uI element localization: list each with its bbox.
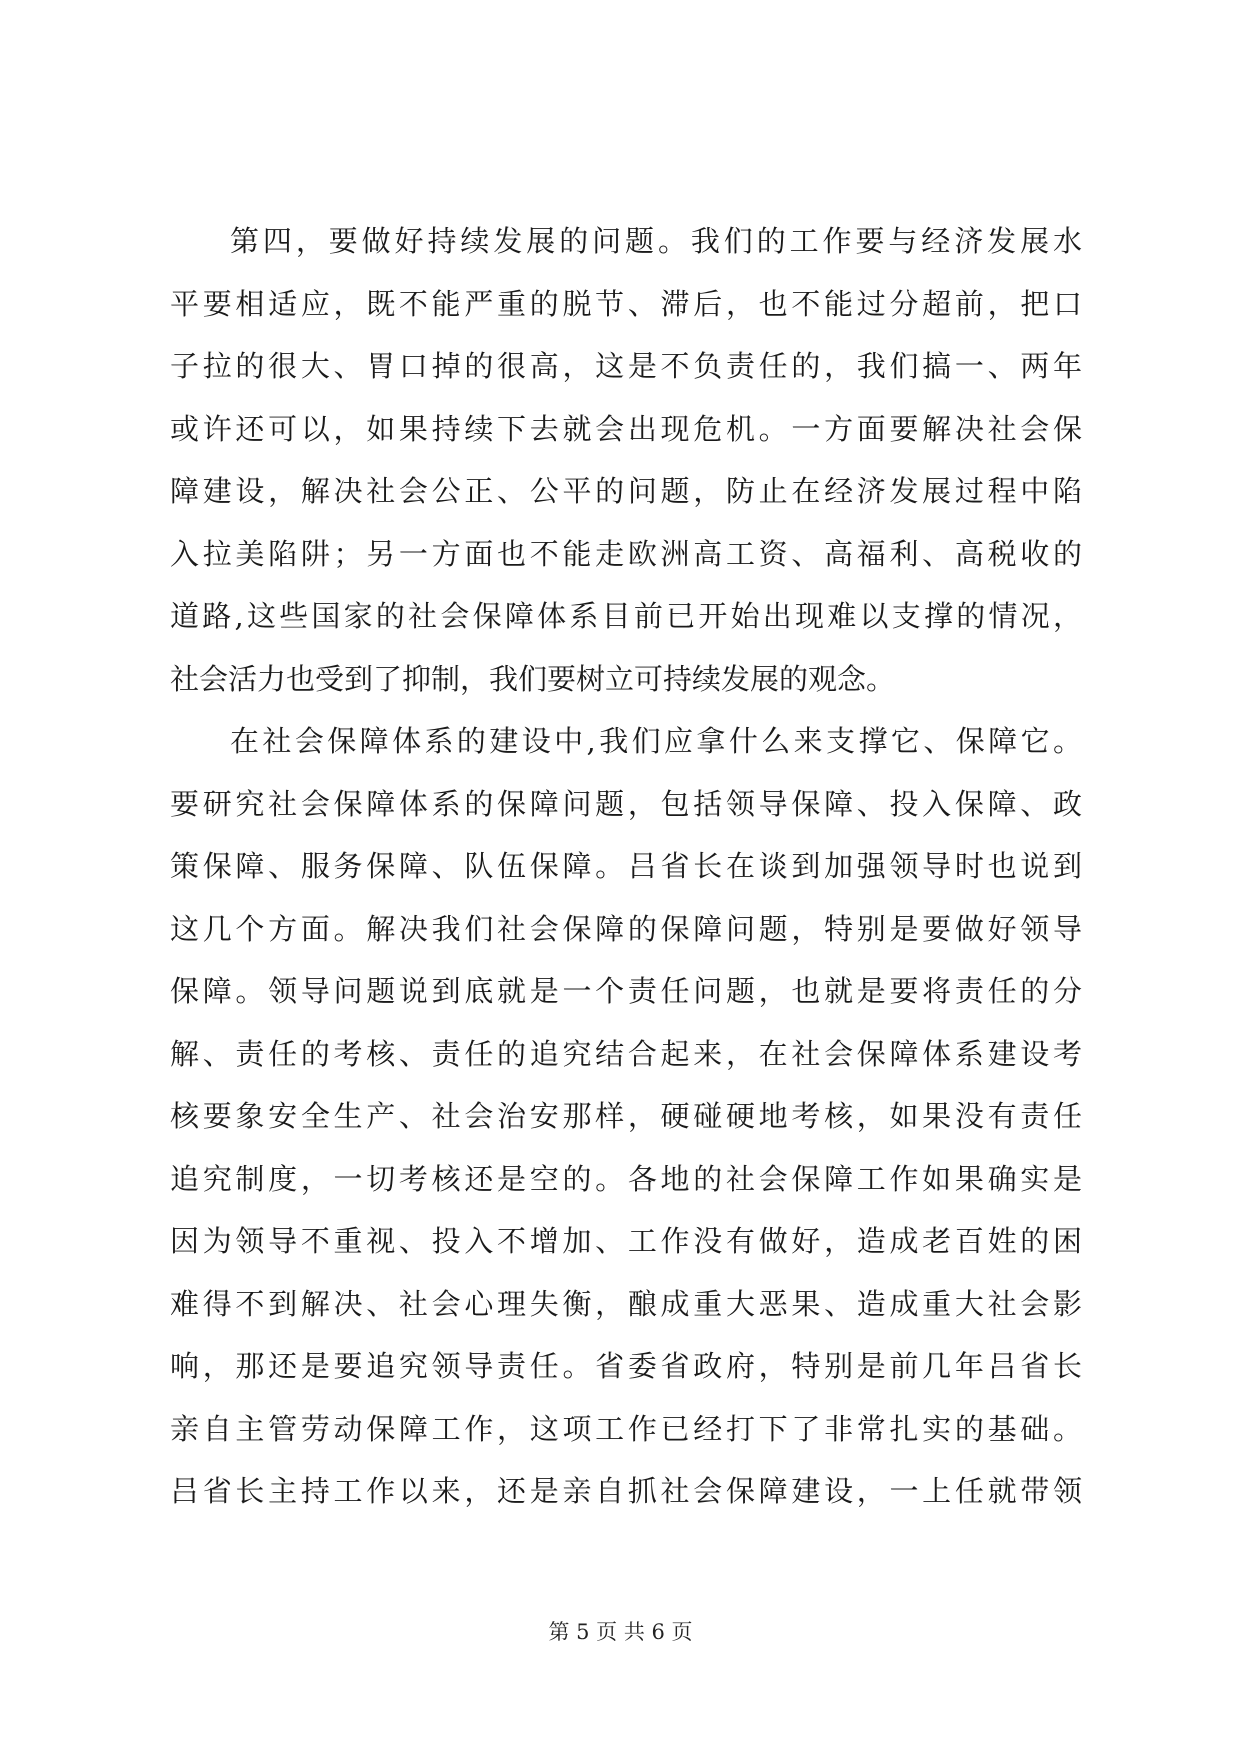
text-line: 障建设，解决社会公正、公平的问题，防止在经济发展过程中陷 bbox=[170, 474, 1082, 508]
text-line: 保障。领导问题说到底就是一个责任问题，也就是要将责任的分 bbox=[170, 974, 1082, 1008]
text-line: 要研究社会保障体系的保障问题，包括领导保障、投入保障、政 bbox=[170, 786, 1082, 821]
text-line: 策保障、服务保障、队伍保障。吕省长在谈到加强领导时也说到 bbox=[170, 849, 1082, 883]
text-line: 因为领导不重视、投入不增加、工作没有做好，造成老百姓的困 bbox=[170, 1224, 1082, 1258]
text-line: 难得不到解决、社会心理失衡，酿成重大恶果、造成重大社会影 bbox=[170, 1286, 1082, 1321]
text-line: 这几个方面。解决我们社会保障的保障问题，特别是要做好领导 bbox=[170, 911, 1082, 946]
text-line: 社会活力也受到了抑制，我们要树立可持续发展的观念。 bbox=[170, 661, 896, 696]
text-line: 追究制度，一切考核还是空的。各地的社会保障工作如果确实是 bbox=[170, 1161, 1082, 1196]
text-line: 解、责任的考核、责任的追究结合起来，在社会保障体系建设考 bbox=[170, 1036, 1082, 1071]
text-line: 吕省长主持工作以来，还是亲自抓社会保障建设，一上任就带领 bbox=[170, 1474, 1082, 1508]
text-line: 在社会保障体系的建设中,我们应拿什么来支撑它、保障它。 bbox=[230, 724, 1082, 758]
text-line: 道路,这些国家的社会保障体系目前已开始出现难以支撑的情况， bbox=[170, 599, 1082, 633]
text-line: 亲自主管劳动保障工作，这项工作已经打下了非常扎实的基础。 bbox=[170, 1411, 1082, 1446]
text-line: 平要相适应，既不能严重的脱节、滞后，也不能过分超前，把口 bbox=[170, 286, 1082, 321]
body-text bbox=[170, 210, 1082, 1523]
paragraph-2 bbox=[170, 710, 1082, 1523]
text-line: 第四，要做好持续发展的问题。我们的工作要与经济发展水 bbox=[230, 224, 1082, 258]
text-line: 响，那还是要追究领导责任。省委省政府，特别是前几年吕省长 bbox=[170, 1349, 1082, 1383]
text-line: 入拉美陷阱；另一方面也不能走欧洲高工资、高福利、高税收的 bbox=[170, 536, 1082, 571]
text-line: 核要象安全生产、社会治安那样，硬碰硬地考核，如果没有责任 bbox=[170, 1099, 1082, 1133]
page-number-footer: 第 5 页 共 6 页 bbox=[548, 1620, 693, 1644]
paragraph-1 bbox=[170, 210, 1082, 710]
text-line: 或许还可以，如果持续下去就会出现危机。一方面要解决社会保 bbox=[170, 411, 1082, 446]
text-line: 子拉的很大、胃口掉的很高，这是不负责任的，我们搞一、两年 bbox=[170, 349, 1082, 383]
